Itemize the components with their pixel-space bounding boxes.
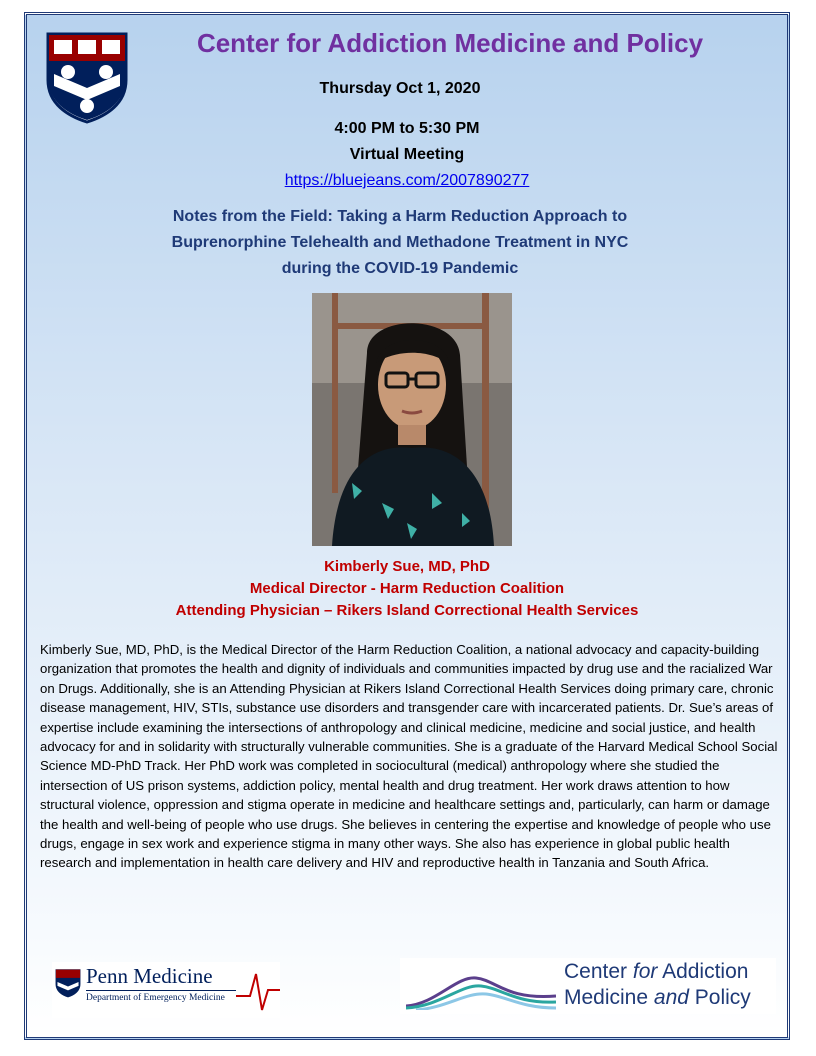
speaker-photo bbox=[312, 293, 512, 546]
camp-logo-text: Medicine bbox=[564, 986, 654, 1009]
speaker-name: Kimberly Sue, MD, PhD bbox=[324, 558, 490, 575]
talk-title-line: during the COVID-19 Pandemic bbox=[281, 260, 519, 277]
meeting-link[interactable]: https://bluejeans.com/2007890277 bbox=[284, 172, 530, 189]
event-time: 4:00 PM to 5:30 PM bbox=[334, 120, 480, 137]
talk-title-line: Notes from the Field: Taking a Harm Reduction Approach to bbox=[172, 208, 628, 225]
speaker-bio: Kimberly Sue, MD, PhD, is the Medical Director of the Harm Reduction Coalition, a national advocacy and capacity-building organization that promotes the health and dignity of individuals and communities impacted by drug use and the racialized War on Drugs. Additionally, she is an Attending Physician at Rikers Island Correctional Health Services doing primary care, chronic disease management, HIV, STIs, substance use disorders and transgender care with incarcerated patients. Dr. Sue’s areas of expertise include examining the intersections of anthropology and clinical medicine, medicine and social justice, and health advocacy for and in solidarity with structurally vulnerable communities. She is a graduate of the Harvard Medical School Social Science MD-PhD Track. Her PhD work was completed in sociocultural (medical) anthropology where she studied the intersection of US prison systems, addiction policy, mental health and drug treatment. Her work draws attention to how structural violence, oppression and stigma operate in medicine and healthcare settings and, particularly, can harm or damage the health and well-being of people who use drugs. She believes in centering the expertise and knowledge of people who use drugs, engage in sex work and experience stigma in many other ways. She also has experience in global public health research and implementation in health care delivery and HIV and reproductive health in Tanzania and South Africa. bbox=[40, 642, 778, 871]
penn-shield-icon bbox=[44, 30, 130, 124]
speaker-role: Attending Physician – Rikers Island Correctional Health Services bbox=[175, 602, 639, 619]
mountain-waves-icon bbox=[406, 966, 556, 1010]
event-date: Thursday Oct 1, 2020 bbox=[319, 80, 481, 97]
camp-logo-text: Addiction bbox=[657, 960, 749, 983]
camp-logo-line2 bbox=[564, 986, 751, 1010]
camp-logo-text: for bbox=[632, 960, 658, 983]
heartbeat-icon bbox=[236, 966, 280, 1014]
event-venue: Virtual Meeting bbox=[349, 146, 465, 163]
penn-medicine-logo bbox=[52, 962, 280, 1018]
camp-logo-line1 bbox=[564, 960, 748, 984]
camp-logo-text: and bbox=[653, 986, 689, 1009]
penn-medicine-name: Penn Medicine bbox=[86, 964, 213, 988]
penn-shield-icon bbox=[54, 968, 82, 998]
camp-logo-text: Center bbox=[564, 960, 633, 983]
talk-title bbox=[90, 204, 710, 282]
camp-logo bbox=[400, 958, 776, 1014]
speaker-role: Medical Director - Harm Reduction Coalition bbox=[249, 580, 565, 597]
penn-medicine-department: Department of Emergency Medicine bbox=[86, 990, 236, 1003]
page-title: Center for Addiction Medicine and Policy bbox=[196, 28, 704, 58]
camp-logo-text: Policy bbox=[688, 986, 751, 1009]
talk-title-line: Buprenorphine Telehealth and Methadone Treatment in NYC bbox=[171, 234, 629, 251]
